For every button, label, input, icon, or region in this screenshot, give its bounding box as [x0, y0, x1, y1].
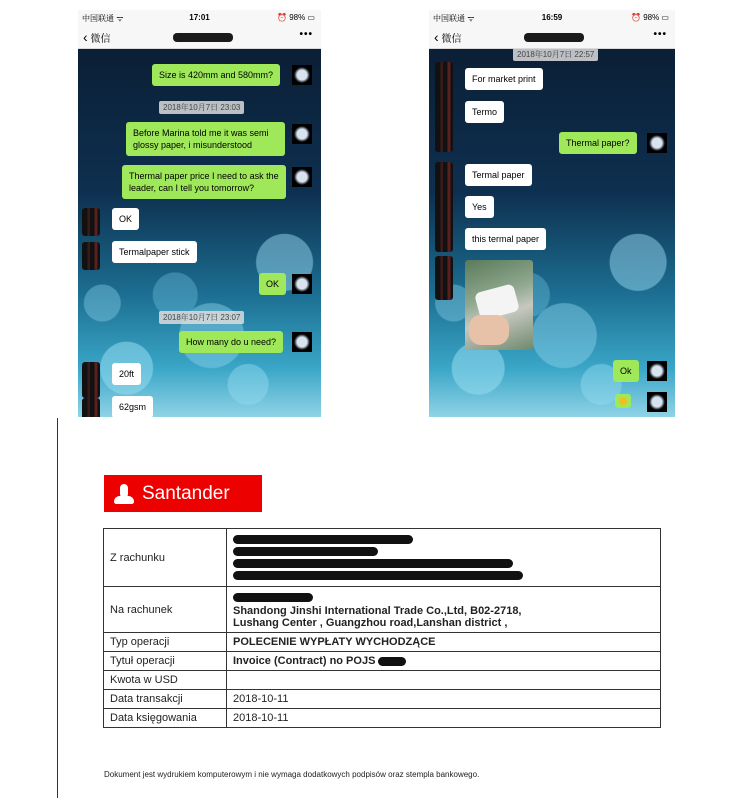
more-options-button[interactable]: •••	[653, 29, 667, 40]
field-label: Na rachunek	[104, 587, 227, 633]
carrier-label: 中国联通 ᯤ	[82, 14, 124, 23]
contact-avatar-redacted	[435, 256, 453, 300]
chat-bubble-out: Size is 420mm and 580mm?	[152, 64, 280, 86]
my-avatar	[292, 124, 312, 144]
chat-bubble-in: For market print	[465, 68, 543, 90]
chat-bubble-in: Termalpaper stick	[112, 241, 197, 263]
field-value	[227, 652, 661, 671]
field-label: Typ operacji	[104, 633, 227, 652]
chat-bubble-in: this termal paper	[465, 228, 546, 250]
chat-bubble-in: 20ft	[112, 363, 141, 385]
chat-timestamp: 2018年10月7日 22:57	[513, 48, 598, 61]
field-label: Tytuł operacji	[104, 652, 227, 671]
table-row	[104, 690, 661, 709]
contact-avatar-redacted	[82, 242, 100, 270]
chat-bubble-out: OK	[259, 273, 286, 295]
flame-icon	[114, 484, 134, 504]
more-options-button[interactable]: •••	[299, 29, 313, 40]
back-button[interactable]	[434, 30, 461, 45]
back-label: 微信	[90, 34, 111, 45]
field-value-redacted	[227, 529, 661, 587]
photo-message-thermal-paper-roll[interactable]	[465, 260, 533, 350]
status-bar	[78, 10, 321, 26]
contact-avatar-redacted	[82, 208, 100, 236]
table-row	[104, 652, 661, 671]
logo-text: Santander	[142, 482, 230, 504]
carrier-label: 中国联通 ᯤ	[433, 14, 475, 23]
battery-indicator: ⏰ 98% ▭	[277, 13, 315, 22]
back-button[interactable]	[83, 30, 110, 45]
field-label: Kwota w USD	[104, 671, 227, 690]
chat-bubble-in: Termo	[465, 101, 504, 123]
redacted-invoice-number	[378, 657, 406, 666]
table-row	[104, 633, 661, 652]
contact-avatar-redacted	[82, 398, 100, 417]
my-avatar	[292, 65, 312, 85]
transfer-details-table	[103, 528, 661, 728]
chat-screenshot-1	[78, 10, 321, 417]
emoji-message	[615, 394, 631, 408]
document-margin-line	[57, 418, 58, 798]
battery-indicator: ⏰ 98% ▭	[631, 13, 669, 22]
chat-bubble-in: OK	[112, 208, 139, 230]
my-avatar	[292, 274, 312, 294]
chat-bubble-in: Termal paper	[465, 164, 532, 186]
chat-bubble-out: How many do u need?	[179, 331, 283, 353]
field-value: 2018-10-11	[227, 709, 661, 728]
field-value	[227, 587, 661, 633]
table-row	[104, 709, 661, 728]
beneficiary-line-2: Lushang Center , Guangzhou road,Lanshan district ,	[233, 617, 508, 629]
field-value: 2018-10-11	[227, 690, 661, 709]
chat-screenshot-2	[429, 10, 675, 417]
hand-image	[469, 315, 509, 345]
field-value	[227, 671, 661, 690]
clock: 16:59	[541, 13, 563, 22]
my-avatar	[647, 361, 667, 381]
chat-header	[78, 26, 321, 49]
invoice-text: Invoice (Contract) no POJS	[233, 655, 376, 667]
chat-bubble-out: Thermal paper?	[559, 132, 637, 154]
contact-avatar-redacted	[435, 62, 453, 152]
chat-bubble-out: Thermal paper price I need to ask the leader, can I tell you tomorrow?	[122, 165, 286, 199]
chat-bubble-in: Yes	[465, 196, 494, 218]
chat-bubble-out: Ok	[613, 360, 639, 382]
field-value: POLECENIE WYPŁATY WYCHODZĄCE	[227, 633, 661, 652]
my-avatar	[647, 133, 667, 153]
contact-avatar-redacted	[82, 362, 100, 398]
chat-header	[429, 26, 675, 49]
contact-avatar-redacted	[435, 162, 453, 252]
chevron-left-icon: ‹	[434, 29, 439, 45]
clock: 17:01	[189, 13, 210, 22]
my-avatar	[292, 332, 312, 352]
status-bar	[429, 10, 675, 26]
table-row	[104, 587, 661, 633]
table-row	[104, 529, 661, 587]
document-footnote: Dokument jest wydrukiem komputerowym i nie wymaga dodatkowych podpisów oraz stempla bankowego.	[104, 770, 480, 779]
back-label: 微信	[441, 34, 462, 45]
beneficiary-line-1: Shandong Jinshi International Trade Co.,Ltd, B02-2718,	[233, 605, 522, 617]
chevron-left-icon: ‹	[83, 29, 88, 45]
my-avatar	[292, 167, 312, 187]
field-label: Data transakcji	[104, 690, 227, 709]
chat-timestamp: 2018年10月7日 23:07	[159, 311, 244, 324]
redacted-contact-name	[524, 33, 584, 42]
my-avatar	[647, 392, 667, 412]
santander-logo	[104, 475, 262, 512]
chat-bubble-in: 62gsm	[112, 396, 153, 417]
redacted-contact-name	[173, 33, 233, 42]
chat-bubble-out: Before Marina told me it was semi glossy paper, i misunderstood	[126, 122, 285, 156]
chat-timestamp: 2018年10月7日 23:03	[159, 101, 244, 114]
table-row	[104, 671, 661, 690]
field-label: Data księgowania	[104, 709, 227, 728]
field-label: Z rachunku	[104, 529, 227, 587]
